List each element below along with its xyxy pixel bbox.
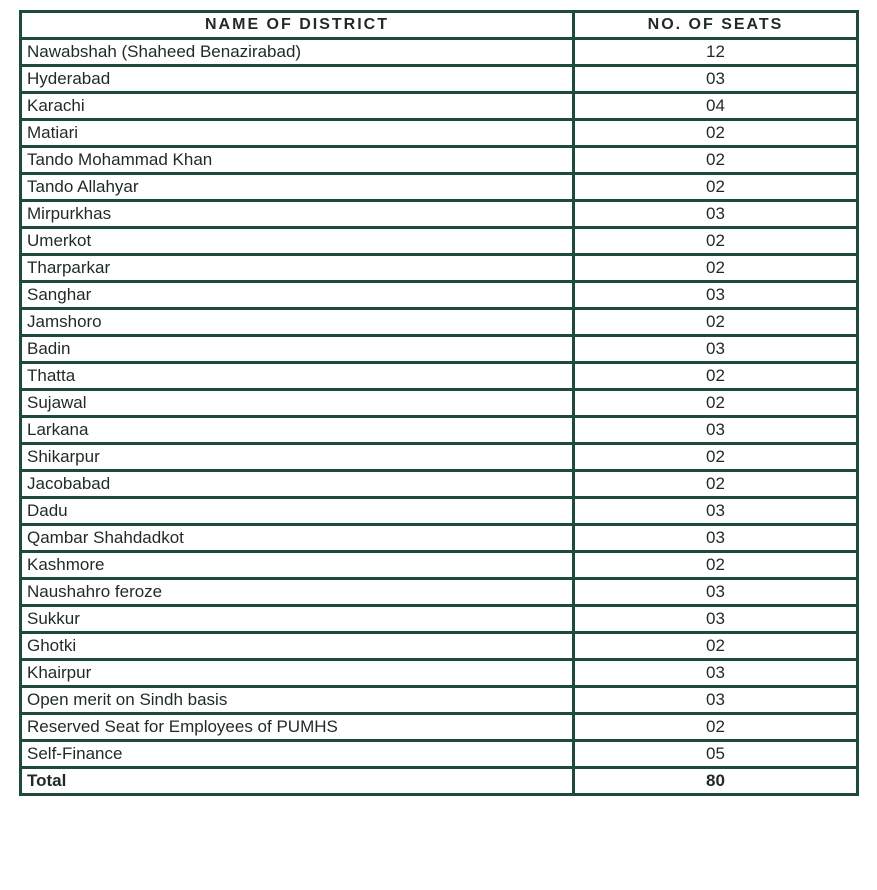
district-name-cell: Thatta xyxy=(21,363,574,390)
district-name-cell: Reserved Seat for Employees of PUMHS xyxy=(21,714,574,741)
header-district: NAME OF DISTRICT xyxy=(21,12,574,39)
table-row xyxy=(21,255,858,282)
seats-count-cell: 03 xyxy=(574,417,858,444)
seats-count-cell: 03 xyxy=(574,201,858,228)
district-name-cell: Jacobabad xyxy=(21,471,574,498)
seats-count-cell: 02 xyxy=(574,633,858,660)
table-row xyxy=(21,633,858,660)
district-name-cell: Kashmore xyxy=(21,552,574,579)
district-name-cell: Mirpurkhas xyxy=(21,201,574,228)
district-name-cell: Ghotki xyxy=(21,633,574,660)
seats-count-cell: 03 xyxy=(574,525,858,552)
table-row xyxy=(21,201,858,228)
table-row xyxy=(21,660,858,687)
district-name-cell: Naushahro feroze xyxy=(21,579,574,606)
seats-count-cell: 02 xyxy=(574,147,858,174)
total-label: Total xyxy=(21,768,574,795)
seats-count-cell: 02 xyxy=(574,363,858,390)
table-row xyxy=(21,336,858,363)
total-row xyxy=(21,768,858,795)
table-row xyxy=(21,93,858,120)
seats-count-cell: 03 xyxy=(574,336,858,363)
seats-count-cell: 02 xyxy=(574,552,858,579)
seats-count-cell: 04 xyxy=(574,93,858,120)
seats-count-cell: 02 xyxy=(574,714,858,741)
district-name-cell: Matiari xyxy=(21,120,574,147)
table-row xyxy=(21,282,858,309)
district-name-cell: Umerkot xyxy=(21,228,574,255)
table-row xyxy=(21,228,858,255)
district-name-cell: Jamshoro xyxy=(21,309,574,336)
seats-count-cell: 03 xyxy=(574,606,858,633)
district-name-cell: Hyderabad xyxy=(21,66,574,93)
seats-count-cell: 02 xyxy=(574,309,858,336)
table-row xyxy=(21,417,858,444)
total-seats: 80 xyxy=(574,768,858,795)
table-row xyxy=(21,66,858,93)
seats-count-cell: 12 xyxy=(574,39,858,66)
seats-count-cell: 03 xyxy=(574,660,858,687)
seats-count-cell: 02 xyxy=(574,390,858,417)
table-row xyxy=(21,498,858,525)
district-name-cell: Tando Allahyar xyxy=(21,174,574,201)
table-row xyxy=(21,606,858,633)
district-name-cell: Sukkur xyxy=(21,606,574,633)
district-seats-table xyxy=(19,10,859,796)
district-name-cell: Self-Finance xyxy=(21,741,574,768)
table-row xyxy=(21,525,858,552)
table-row xyxy=(21,147,858,174)
district-name-cell: Qambar Shahdadkot xyxy=(21,525,574,552)
seats-count-cell: 02 xyxy=(574,444,858,471)
seats-count-cell: 02 xyxy=(574,120,858,147)
seats-count-cell: 03 xyxy=(574,66,858,93)
table-row xyxy=(21,579,858,606)
table-header-row xyxy=(21,12,858,39)
seats-count-cell: 02 xyxy=(574,255,858,282)
district-name-cell: Khairpur xyxy=(21,660,574,687)
table-row xyxy=(21,687,858,714)
table-row xyxy=(21,444,858,471)
table-row xyxy=(21,714,858,741)
district-name-cell: Sanghar xyxy=(21,282,574,309)
seats-count-cell: 02 xyxy=(574,228,858,255)
district-name-cell: Badin xyxy=(21,336,574,363)
table-row xyxy=(21,174,858,201)
seats-count-cell: 02 xyxy=(574,471,858,498)
table-row xyxy=(21,309,858,336)
district-name-cell: Nawabshah (Shaheed Benazirabad) xyxy=(21,39,574,66)
district-name-cell: Dadu xyxy=(21,498,574,525)
seats-count-cell: 03 xyxy=(574,282,858,309)
district-name-cell: Tando Mohammad Khan xyxy=(21,147,574,174)
table-row xyxy=(21,120,858,147)
district-name-cell: Sujawal xyxy=(21,390,574,417)
header-seats: NO. OF SEATS xyxy=(574,12,858,39)
seats-count-cell: 05 xyxy=(574,741,858,768)
table-row xyxy=(21,39,858,66)
table-row xyxy=(21,390,858,417)
table-row xyxy=(21,552,858,579)
district-name-cell: Open merit on Sindh basis xyxy=(21,687,574,714)
district-name-cell: Karachi xyxy=(21,93,574,120)
seats-count-cell: 02 xyxy=(574,174,858,201)
district-name-cell: Larkana xyxy=(21,417,574,444)
district-name-cell: Tharparkar xyxy=(21,255,574,282)
seats-count-cell: 03 xyxy=(574,579,858,606)
table-body xyxy=(21,39,858,768)
district-seats-table-container xyxy=(19,10,856,796)
table-row xyxy=(21,471,858,498)
seats-count-cell: 03 xyxy=(574,498,858,525)
table-row xyxy=(21,741,858,768)
table-row xyxy=(21,363,858,390)
seats-count-cell: 03 xyxy=(574,687,858,714)
district-name-cell: Shikarpur xyxy=(21,444,574,471)
